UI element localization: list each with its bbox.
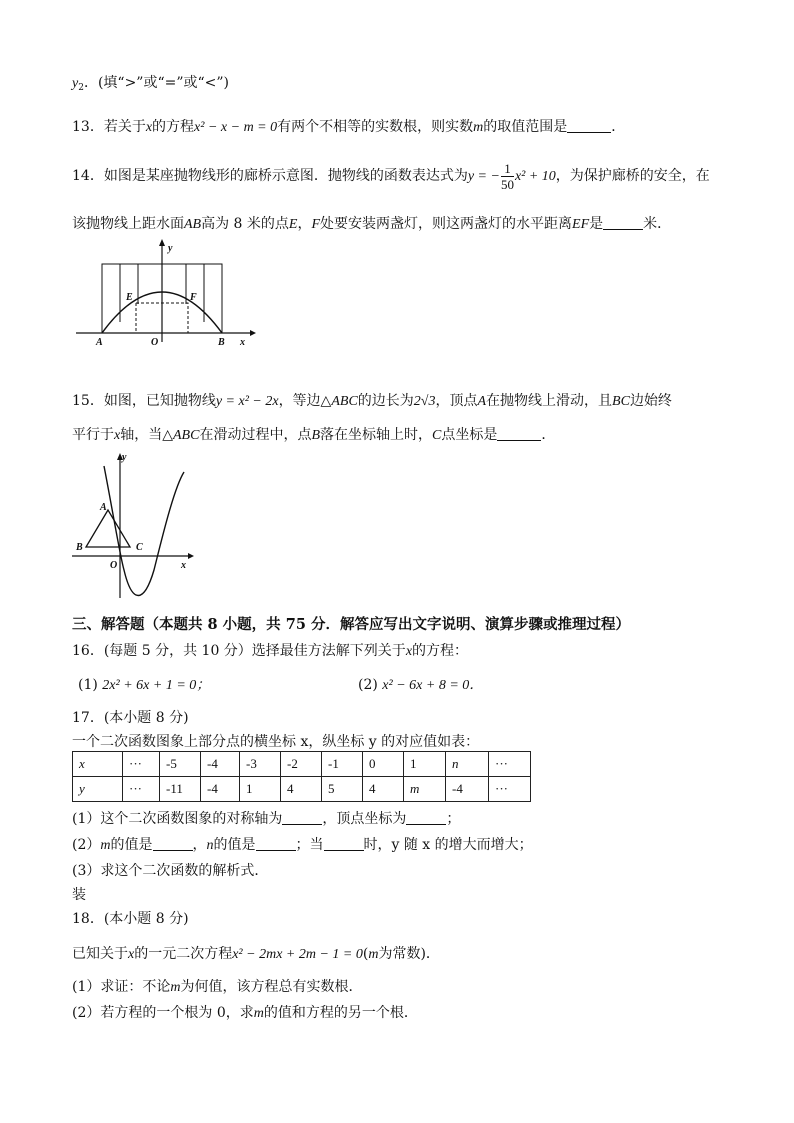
q15-side-length: 2√3 [413, 394, 436, 409]
table-cell: -5 [160, 752, 201, 777]
q14-e: E [288, 217, 298, 232]
table-cell: -11 [160, 777, 201, 802]
q15-text-e: 在抛物线上滑动，且 [486, 393, 613, 409]
q14-number: 14． [72, 168, 104, 184]
q17-p2-d: 的值是 [213, 837, 256, 853]
q14-text-b: ，为保护廊桥的安全，在 [555, 168, 710, 184]
q15-A: A [477, 394, 487, 409]
q13-answer-blank[interactable] [567, 120, 611, 133]
q18-number: 18． [72, 911, 104, 927]
q17-p2-a: (2） [72, 837, 101, 853]
q14-comma: ， [297, 216, 312, 232]
q15-equation: y = x² − 2x [215, 394, 279, 409]
q17-p2-b: 的值是 [110, 837, 153, 853]
q17-p2-m: m [100, 838, 111, 853]
q17-title: (本小题 8 分) [103, 710, 189, 726]
stray-character: 装 [72, 887, 86, 903]
table-cell: -4 [446, 777, 489, 802]
q14-eq-left: y = − [467, 169, 500, 184]
label-A: A [100, 502, 107, 513]
q18-p1-m: m [170, 980, 181, 995]
q18-intro-d: 为常数)． [378, 946, 440, 962]
question-16 [72, 640, 468, 660]
q15-line2-d: 落在坐标轴上时， [320, 427, 433, 443]
q18-p2-b: 的值和方程的另一个根． [263, 1005, 418, 1021]
q15-text-a: 如图，已知抛物线 [103, 393, 216, 409]
q17-part3: (3）求这个二次函数的解析式． [72, 863, 269, 879]
q17-n-blank[interactable] [256, 838, 296, 851]
q14-line2-b: 高为 8 米的点 [201, 216, 289, 232]
table-cell: 4 [281, 777, 322, 802]
label-O: O [151, 337, 159, 348]
q15-x: x [114, 428, 121, 443]
section-3-heading: 三、解答题（本题共 8 小题，共 75 分．解答应写出文字说明、演算步骤或推理过程） [72, 616, 630, 633]
table-cell: ··· [123, 752, 160, 777]
question-15-line1 [72, 390, 672, 410]
label-A: A [96, 337, 103, 348]
q15-bc: BC [612, 394, 630, 409]
q17-p2-n: n [206, 838, 214, 853]
q16-number: 16． [72, 643, 104, 659]
q15-line2-a: 平行于 [72, 427, 114, 443]
q18-m: m [368, 947, 379, 962]
q16-p2-label: (2) [358, 677, 378, 693]
fill-instruction: ．(填“>”或“=”或“<”) [83, 75, 230, 91]
q14-line2-d: 是 [589, 216, 604, 232]
q17-value-table [72, 751, 531, 802]
q14-frac-numerator: 1 [501, 161, 514, 177]
q14-fraction [501, 161, 514, 192]
q17-number: 17． [72, 710, 104, 726]
q17-part2 [72, 834, 533, 854]
q18-p2-m: m [253, 1006, 264, 1021]
table-cell: -4 [201, 752, 240, 777]
q17-m-blank[interactable] [153, 838, 193, 851]
q17-p1-a: (1）这个二次函数图象的对称轴为 [72, 811, 283, 827]
q18-intro-a: 已知关于 [72, 946, 128, 962]
q18-intro [72, 943, 440, 963]
label-y: y [122, 452, 127, 463]
q14-answer-blank[interactable] [603, 217, 643, 230]
label-B: B [76, 542, 83, 553]
q15-C: C [432, 428, 442, 443]
table-cell: ··· [123, 777, 160, 802]
q16-text2: 的方程： [412, 643, 469, 659]
label-y: y [168, 243, 173, 254]
q15-answer-blank[interactable] [497, 428, 541, 441]
q18-intro-b: 的一元二次方程 [134, 946, 233, 962]
equilateral-triangle [86, 510, 130, 547]
q18-intro-c: ( [362, 946, 369, 962]
q14-line2-a: 该抛物线上距水面 [72, 216, 184, 232]
table-cell: y [73, 777, 123, 802]
q18-x: x [128, 947, 135, 962]
table-cell: -1 [322, 752, 363, 777]
q17-p2-c: ， [192, 837, 207, 853]
label-E: E [126, 292, 133, 303]
q16-part2 [358, 674, 483, 694]
q13-number: 13． [72, 119, 104, 135]
q15-text-d: ，顶点 [435, 393, 478, 409]
q14-ef: EF [572, 217, 590, 232]
q18-part2 [72, 1002, 418, 1022]
parabola-curve [104, 466, 184, 596]
label-F: F [190, 292, 197, 303]
q16-text: (每题 5 分，共 10 分）选择最佳方法解下列关于 [103, 643, 406, 659]
q13-text-b: 的方程 [152, 119, 195, 135]
q17-part1 [72, 808, 460, 828]
q15-line2-e: 点坐标是 [441, 427, 498, 443]
q18-p2-a: (2）若方程的一个根为 0，求 [72, 1005, 254, 1021]
q14-unit: 米． [643, 216, 672, 232]
q15-text-f: 边始终 [629, 393, 672, 409]
q14-eq-right: x² + 10 [514, 169, 556, 184]
figure-15-parabola [70, 448, 200, 604]
q14-f: F [311, 217, 321, 232]
line-top [72, 72, 229, 92]
question-15-line2 [72, 424, 555, 444]
q17-p1-c: ； [446, 811, 461, 827]
question-14-line2 [72, 213, 671, 233]
q16-part1 [78, 674, 210, 694]
q14-frac-denominator: 50 [500, 176, 514, 192]
q17-range-blank[interactable] [324, 838, 364, 851]
label-x: x [240, 337, 245, 348]
q13-equation: x² − x − m = 0 [194, 120, 278, 135]
q15-end: ． [541, 427, 556, 443]
table-cell: ··· [489, 752, 531, 777]
table-cell: 1 [240, 777, 281, 802]
q17-p2-f: 时，y 随 x 的增大而增大； [363, 837, 533, 853]
q18-p1-b: 为何值，该方程总有实数根． [180, 979, 363, 995]
q15-text-c: 的边长为 [357, 393, 414, 409]
q17-intro: 一个二次函数图象上部分点的横坐标 x，纵坐标 y 的对应值如表： [72, 734, 480, 750]
q13-m: m [473, 120, 484, 135]
q15-number: 15． [72, 393, 104, 409]
q17-p1-b: ，顶点坐标为 [322, 811, 407, 827]
q17-vertex-blank[interactable] [406, 812, 446, 825]
question-13 [72, 116, 625, 136]
q16-x: x [405, 644, 413, 659]
q14-ab: AB [184, 217, 202, 232]
q14-line2-c: 处要安装两盏灯，则这两盏灯的水平距离 [320, 216, 573, 232]
table-row [73, 777, 531, 802]
question-14-line1 [72, 158, 710, 195]
table-cell: -3 [240, 752, 281, 777]
table-cell: 0 [363, 752, 404, 777]
y-axis-arrow [159, 239, 165, 246]
q14-text-a: 如图是某座抛物线形的廊桥示意图．抛物线的函数表达式为 [103, 168, 468, 184]
label-B: B [218, 337, 225, 348]
q15-B: B [311, 428, 321, 443]
q13-end: ． [611, 119, 626, 135]
q15-text-b: ，等边△ [278, 393, 332, 409]
q17-p2-e: ；当 [295, 837, 324, 853]
label-O: O [110, 560, 118, 571]
table-row [73, 752, 531, 777]
q18-equation: x² − 2mx + 2m − 1 = 0 [232, 947, 363, 962]
q18-p1-a: (1）求证：不论 [72, 979, 171, 995]
q15-line2-c: 在滑动过程中，点 [199, 427, 312, 443]
q18-part1 [72, 976, 363, 996]
table-cell: 4 [363, 777, 404, 802]
label-C: C [136, 542, 143, 553]
q13-text-a: 若关于 [103, 119, 146, 135]
q18-header [72, 908, 189, 928]
q15-abc2: ABC [173, 428, 200, 443]
q13-x: x [145, 120, 153, 135]
x-axis-arrow [250, 330, 256, 336]
q16-p1-label: (1) [78, 677, 98, 693]
q16-p1-equation: 2x² + 6x + 1 = 0； [102, 678, 211, 693]
x-axis-arrow [188, 553, 194, 559]
label-x: x [181, 560, 186, 571]
q16-p2-equation: x² − 6x + 8 = 0． [382, 678, 484, 693]
q15-abc: ABC [331, 394, 358, 409]
q18-title: (本小题 8 分) [103, 911, 189, 927]
table-cell: 5 [322, 777, 363, 802]
y-sub: 2 [78, 83, 84, 93]
table-cell: 1 [404, 752, 446, 777]
q15-line2-b: 轴，当△ [120, 427, 173, 443]
q13-text-d: 的取值范围是 [483, 119, 568, 135]
q17-header [72, 707, 189, 727]
table-cell: ··· [489, 777, 531, 802]
q17-axis-blank[interactable] [282, 812, 322, 825]
table-cell: m [404, 777, 446, 802]
table-cell: x [73, 752, 123, 777]
figure-14-bridge [70, 238, 260, 350]
y-var: y [72, 76, 79, 91]
q13-text-c: 有两个不相等的实数根，则实数 [277, 119, 474, 135]
table-cell: -2 [281, 752, 322, 777]
table-cell: -4 [201, 777, 240, 802]
table-cell: n [446, 752, 489, 777]
